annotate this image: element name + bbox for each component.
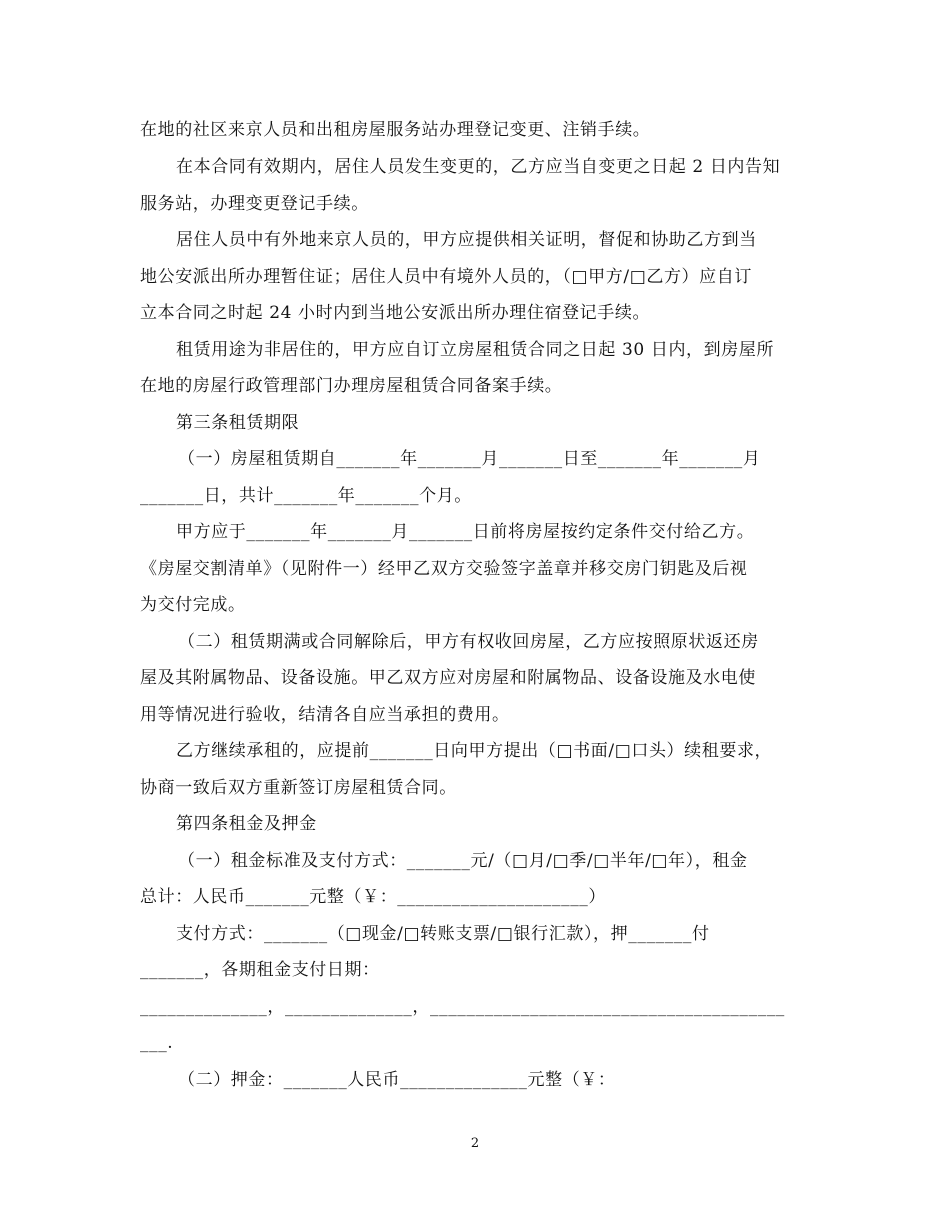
paragraph-line: （一）租金标准及支付方式：_______元/（□月/□季/□半年/□年），租金 [178,851,748,871]
paragraph-line: （二）租赁期满或合同解除后，甲方有权收回房屋，乙方应按照原状返还房 [178,632,759,652]
section-heading: 第四条租金及押金 [176,814,317,834]
page-number: 2 [470,1136,480,1151]
paragraph-line: 甲方应于_______年_______月_______日前将房屋按约定条件交付给乙方。 [176,522,755,542]
paragraph-line: 租赁用途为非居住的，甲方应自订立房屋租赁合同之日起 30 日内，到房屋所 [176,340,775,360]
paragraph-line: ___. [140,1033,174,1053]
paragraph-line: 地公安派出所办理暂住证；居住人员中有境外人员的，（□甲方/□乙方）应自订 [140,267,752,287]
paragraph-line: 在本合同有效期内，居住人员发生变更的，乙方应当自变更之日起 2 日内告知 [176,157,781,177]
paragraph-line: 支付方式：_______（□现金/□转账支票/□银行汇款），押_______付 [176,924,710,944]
paragraph-line: （一）房屋租赁期自_______年_______月_______日至_______年_______月 [178,449,761,469]
paragraph-line: 协商一致后双方重新签订房屋租赁合同。 [140,778,457,798]
paragraph-line: 立本合同之时起 24 小时内到当地公安派出所办理住宿登记手续。 [140,303,651,323]
paragraph-line: _______，各期租金支付日期： [140,960,380,980]
paragraph-line: 总计：人民币_______元整（￥：_____________________） [140,887,606,907]
paragraph-line: 在地的社区来京人员和出租房屋服务站办理登记变更、注销手续。 [140,120,651,140]
paragraph-line: ______________，______________，_______________________________________ [140,997,785,1017]
paragraph-line: 在地的房屋行政管理部门办理房屋租赁合同备案手续。 [140,376,563,396]
paragraph-line: _______日，共计_______年_______个月。 [140,486,472,506]
paragraph-line: 屋及其附属物品、设备设施。甲乙双方应对房屋和附属物品、设备设施及水电使 [140,668,756,688]
paragraph-line: 乙方继续承租的，应提前_______日向甲方提出（□书面/□口头）续租要求， [176,741,773,761]
paragraph-line: 为交付完成。 [140,595,246,615]
paragraph-line: 用等情况进行验收，结清各自应当承担的费用。 [140,705,510,725]
paragraph-line: （二）押金：_______人民币______________元整（￥： [178,1070,616,1090]
paragraph-line: 《房屋交割清单》（见附件一）经甲乙双方交验签字盖章并移交房门钥匙及后视 [140,559,748,579]
paragraph-line: 居住人员中有外地来京人员的，甲方应提供相关证明，督促和协助乙方到当 [176,230,757,250]
section-heading: 第三条租赁期限 [176,413,300,433]
paragraph-line: 服务站，办理变更登记手续。 [140,194,369,214]
